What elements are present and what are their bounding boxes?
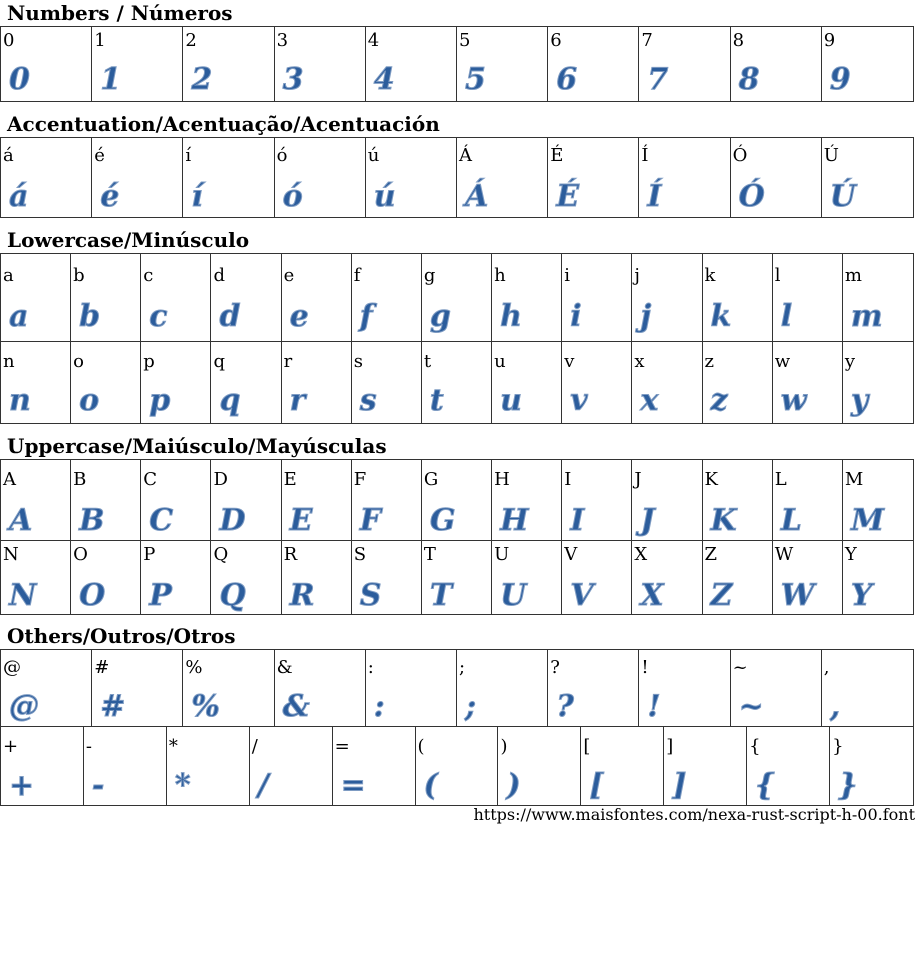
glyph-label: z	[704, 351, 715, 372]
glyph-cell	[275, 650, 366, 726]
glyph-cell	[422, 342, 492, 423]
glyph-label: 7	[641, 30, 653, 51]
glyph-sample: Á	[464, 179, 489, 214]
glyph-cell	[275, 138, 366, 217]
glyph-cell	[492, 460, 562, 540]
glyph-sample: j	[640, 299, 652, 334]
accents-grid	[0, 137, 914, 218]
glyph-sample: x	[640, 383, 659, 418]
glyph-label: u	[494, 351, 506, 372]
glyph-cell	[632, 342, 702, 423]
glyph-label: }	[832, 736, 844, 757]
glyph-label: S	[353, 544, 367, 565]
glyph-label: *	[168, 736, 178, 757]
glyph-sample: 2	[191, 62, 213, 97]
glyph-sample: n	[9, 383, 31, 418]
glyph-label: &	[276, 657, 293, 678]
others-section-title: Others/Outros/Otros	[7, 624, 236, 648]
glyph-sample: k	[710, 299, 732, 334]
glyph-cell	[366, 27, 457, 101]
glyph-cell	[352, 342, 422, 423]
glyph-label: Q	[213, 544, 229, 565]
glyph-cell	[141, 342, 211, 423]
glyph-label: D	[213, 469, 228, 490]
glyph-cell	[822, 27, 913, 101]
glyph-sample: Ú	[829, 179, 856, 214]
glyph-label: x	[634, 351, 645, 372]
glyph-cell	[211, 541, 281, 614]
glyph-sample: M	[850, 503, 885, 538]
glyph-label: B	[73, 469, 87, 490]
glyph-cell	[282, 254, 352, 341]
glyph-sample: L	[780, 503, 802, 538]
glyph-cell	[71, 254, 141, 341]
glyph-label: (	[417, 736, 425, 757]
lowercase-section-title: Lowercase/Minúsculo	[7, 228, 250, 252]
glyph-label: Y	[844, 544, 857, 565]
glyph-sample: !	[647, 689, 661, 724]
glyph-cell	[843, 460, 913, 540]
glyph-label: Z	[704, 544, 718, 565]
glyph-cell	[71, 460, 141, 540]
glyph-sample: (	[423, 768, 438, 803]
glyph-cell	[211, 254, 281, 341]
glyph-sample: }	[838, 768, 858, 803]
glyph-label: É	[550, 145, 564, 166]
uppercase-grid-row2	[0, 540, 914, 615]
glyph-cell	[703, 460, 773, 540]
glyph-cell	[639, 138, 730, 217]
glyph-cell	[1, 254, 71, 341]
glyph-sample: ,	[829, 689, 841, 724]
glyph-cell	[141, 541, 211, 614]
glyph-label: 0	[3, 30, 15, 51]
glyph-sample: s	[359, 383, 377, 418]
glyph-label: C	[143, 469, 158, 490]
glyph-sample: S	[359, 578, 382, 613]
glyph-sample: f	[359, 299, 373, 334]
glyph-label: g	[423, 265, 436, 286]
glyph-sample: Y	[850, 578, 873, 613]
glyph-label: :	[367, 657, 374, 678]
glyph-label: 3	[276, 30, 289, 51]
glyph-cell	[422, 541, 492, 614]
glyph-sample: 9	[829, 62, 851, 97]
glyph-cell	[562, 342, 632, 423]
glyph-cell	[562, 254, 632, 341]
glyph-cell	[92, 650, 183, 726]
glyph-cell	[773, 342, 843, 423]
glyph-cell	[639, 650, 730, 726]
glyph-label: Á	[458, 145, 472, 166]
glyph-cell	[773, 541, 843, 614]
glyph-label: é	[94, 145, 105, 166]
glyph-label: 4	[367, 30, 380, 51]
glyph-label: N	[3, 544, 19, 565]
glyph-label: q	[213, 351, 225, 372]
accents-section-title: Accentuation/Acentuação/Acentuación	[7, 112, 440, 136]
glyph-cell	[703, 541, 773, 614]
glyph-label: %	[185, 657, 203, 678]
glyph-label: ?	[550, 657, 560, 678]
glyph-sample: ]	[672, 768, 687, 803]
glyph-sample: X	[640, 578, 664, 613]
glyph-label: I	[564, 469, 572, 490]
glyph-sample: z	[710, 383, 728, 418]
glyph-sample: m	[850, 299, 883, 334]
glyph-sample: 5	[464, 62, 486, 97]
glyph-sample: l	[780, 299, 793, 334]
glyph-label: ~	[732, 657, 748, 678]
glyph-cell	[282, 342, 352, 423]
glyph-label: 2	[185, 30, 197, 51]
glyph-sample: 4	[373, 62, 395, 97]
uppercase-grid-row1	[0, 459, 914, 541]
glyph-label: /	[251, 736, 258, 757]
glyph-cell	[416, 727, 499, 805]
glyph-sample: D	[219, 503, 246, 538]
glyph-sample: -	[91, 768, 105, 803]
glyph-label: +	[3, 736, 19, 757]
glyph-label: 1	[94, 30, 106, 51]
glyph-cell	[282, 460, 352, 540]
glyph-label: T	[423, 544, 436, 565]
glyph-label: y	[844, 351, 856, 372]
glyph-cell	[92, 27, 183, 101]
glyph-sample: É	[556, 179, 580, 214]
glyph-cell	[1, 727, 84, 805]
glyph-cell	[422, 460, 492, 540]
glyph-sample: {	[755, 768, 775, 803]
glyph-cell	[822, 650, 913, 726]
glyph-cell	[92, 138, 183, 217]
others-grid-row1	[0, 649, 914, 727]
glyph-cell	[352, 254, 422, 341]
glyph-sample: p	[149, 383, 171, 418]
glyph-label: Ó	[732, 145, 748, 166]
glyph-label: p	[143, 351, 155, 372]
glyph-sample: E	[289, 503, 313, 538]
glyph-sample: ~	[738, 689, 764, 724]
glyph-cell	[1, 650, 92, 726]
glyph-cell	[703, 342, 773, 423]
glyph-cell	[183, 27, 274, 101]
glyph-sample: c	[149, 299, 168, 334]
glyph-label: K	[704, 469, 718, 490]
glyph-cell	[492, 254, 562, 341]
glyph-sample: K	[710, 503, 737, 538]
glyph-sample: :	[373, 689, 385, 724]
glyph-sample: á	[9, 179, 29, 214]
glyph-cell	[703, 254, 773, 341]
glyph-cell	[1, 27, 92, 101]
glyph-label: 9	[823, 30, 836, 51]
glyph-sample: t	[429, 383, 444, 418]
glyph-cell	[457, 138, 548, 217]
glyph-cell	[211, 460, 281, 540]
glyph-cell	[1, 138, 92, 217]
glyph-cell	[1, 342, 71, 423]
glyph-cell	[352, 460, 422, 540]
glyph-label: 5	[458, 30, 471, 51]
glyph-label: a	[3, 265, 14, 286]
glyph-sample: b	[79, 299, 101, 334]
glyph-label: ú	[367, 145, 380, 166]
glyph-label: G	[423, 469, 439, 490]
glyph-cell	[71, 541, 141, 614]
glyph-sample: +	[9, 768, 35, 803]
glyph-cell	[773, 254, 843, 341]
glyph-cell	[562, 541, 632, 614]
glyph-label: í	[185, 145, 192, 166]
glyph-label: M	[844, 469, 864, 490]
glyph-label: E	[283, 469, 297, 490]
glyph-label: l	[774, 265, 781, 286]
glyph-sample: ú	[373, 179, 396, 214]
glyph-label: )	[500, 736, 508, 757]
glyph-cell	[498, 727, 581, 805]
glyph-cell	[366, 138, 457, 217]
glyph-label: P	[143, 544, 156, 565]
glyph-sample: C	[149, 503, 174, 538]
glyph-sample: U	[500, 578, 527, 613]
glyph-cell	[492, 342, 562, 423]
glyph-sample: 8	[738, 62, 760, 97]
glyph-cell	[843, 541, 913, 614]
glyph-sample: ;	[464, 689, 477, 724]
glyph-cell	[639, 27, 730, 101]
glyph-sample: 6	[556, 62, 578, 97]
glyph-sample: Q	[219, 578, 246, 613]
glyph-cell	[632, 254, 702, 341]
glyph-label: #	[94, 657, 110, 678]
glyph-label: L	[774, 469, 787, 490]
glyph-cell	[1, 460, 71, 540]
glyph-cell	[747, 727, 830, 805]
glyph-sample: R	[289, 578, 315, 613]
glyph-cell	[211, 342, 281, 423]
glyph-label: d	[213, 265, 225, 286]
glyph-sample: d	[219, 299, 241, 334]
glyph-label: w	[774, 351, 791, 372]
glyph-label: 8	[732, 30, 745, 51]
glyph-sample: 1	[100, 62, 122, 97]
glyph-sample: N	[9, 578, 37, 613]
uppercase-section-title: Uppercase/Maiúsculo/Mayúsculas	[7, 434, 387, 458]
glyph-label: h	[494, 265, 506, 286]
glyph-cell	[843, 254, 913, 341]
glyph-cell	[632, 541, 702, 614]
glyph-sample: H	[500, 503, 529, 538]
glyph-label: U	[494, 544, 510, 565]
glyph-sample: Í	[647, 179, 662, 214]
glyph-label: W	[774, 544, 794, 565]
glyph-sample: J	[640, 503, 655, 538]
glyph-label: j	[634, 265, 640, 286]
glyph-cell	[352, 541, 422, 614]
glyph-label: O	[73, 544, 88, 565]
glyph-label: v	[564, 351, 575, 372]
glyph-label: Ú	[823, 145, 839, 166]
glyph-sample: A	[9, 503, 33, 538]
glyph-sample: =	[340, 768, 366, 803]
glyph-sample: )	[506, 768, 521, 803]
glyph-cell	[731, 138, 822, 217]
glyph-label: o	[73, 351, 84, 372]
glyph-sample: h	[500, 299, 522, 334]
glyph-sample: i	[570, 299, 582, 334]
glyph-cell	[457, 650, 548, 726]
glyph-label: R	[283, 544, 298, 565]
glyph-cell	[548, 138, 639, 217]
glyph-sample: /	[257, 768, 269, 803]
glyph-cell	[822, 138, 913, 217]
glyph-sample: v	[570, 383, 588, 418]
glyph-sample: a	[9, 299, 29, 334]
glyph-cell	[275, 27, 366, 101]
glyph-label: ;	[458, 657, 466, 678]
glyph-sample: B	[79, 503, 105, 538]
glyph-sample: o	[79, 383, 100, 418]
glyph-label: 6	[550, 30, 562, 51]
glyph-label: ,	[823, 657, 830, 678]
glyph-label: ó	[276, 145, 288, 166]
glyph-cell	[141, 254, 211, 341]
glyph-sample: &	[282, 689, 310, 724]
glyph-sample: 7	[647, 62, 669, 97]
glyph-sample: [	[589, 768, 604, 803]
glyph-cell	[84, 727, 167, 805]
glyph-sample: 0	[9, 62, 30, 97]
glyph-sample: Ó	[738, 179, 765, 214]
others-grid-row2	[0, 726, 914, 806]
glyph-sample: #	[100, 689, 126, 724]
glyph-sample: F	[359, 503, 382, 538]
glyph-label: s	[353, 351, 364, 372]
glyph-sample: G	[429, 503, 456, 538]
glyph-sample: w	[780, 383, 807, 418]
glyph-cell	[773, 460, 843, 540]
glyph-label: á	[3, 145, 14, 166]
numbers-section-title: Numbers / Números	[7, 1, 233, 25]
glyph-sample: q	[219, 383, 241, 418]
lowercase-grid-row2	[0, 341, 914, 424]
glyph-cell	[183, 138, 274, 217]
glyph-label: m	[844, 265, 862, 286]
glyph-cell	[1, 541, 71, 614]
glyph-sample: Z	[710, 578, 733, 613]
glyph-sample: W	[780, 578, 815, 613]
glyph-sample: ?	[556, 689, 574, 724]
glyph-label: e	[283, 265, 295, 286]
glyph-label: c	[143, 265, 154, 286]
source-url: https://www.maisfontes.com/nexa-rust-script-h-00.font	[473, 805, 915, 824]
glyph-label: i	[564, 265, 570, 286]
glyph-sample: ó	[282, 179, 303, 214]
glyph-cell	[457, 27, 548, 101]
glyph-label: J	[634, 469, 642, 490]
glyph-cell	[183, 650, 274, 726]
glyph-label: b	[73, 265, 85, 286]
glyph-label: =	[334, 736, 350, 757]
glyph-label: F	[353, 469, 367, 490]
glyph-label: [	[583, 736, 591, 757]
glyph-label: {	[749, 736, 761, 757]
glyph-sample: u	[500, 383, 522, 418]
numbers-grid	[0, 26, 914, 102]
glyph-sample: T	[429, 578, 453, 613]
glyph-sample: V	[570, 578, 594, 613]
glyph-sample: r	[289, 383, 306, 418]
glyph-sample: y	[850, 383, 869, 418]
glyph-label: ]	[666, 736, 674, 757]
glyph-cell	[167, 727, 250, 805]
glyph-cell	[282, 541, 352, 614]
glyph-label: !	[641, 657, 649, 678]
glyph-cell	[581, 727, 664, 805]
glyph-label: r	[283, 351, 293, 372]
glyph-cell	[548, 650, 639, 726]
glyph-sample: 3	[282, 62, 304, 97]
glyph-cell	[366, 650, 457, 726]
glyph-cell	[830, 727, 913, 805]
glyph-sample: I	[570, 503, 585, 538]
glyph-cell	[664, 727, 747, 805]
glyph-label: -	[85, 736, 92, 757]
glyph-label: @	[3, 657, 21, 678]
glyph-cell	[562, 460, 632, 540]
glyph-sample: O	[79, 578, 106, 613]
glyph-cell	[632, 460, 702, 540]
glyph-cell	[548, 27, 639, 101]
glyph-cell	[731, 27, 822, 101]
glyph-cell	[843, 342, 913, 423]
lowercase-grid-row1	[0, 253, 914, 342]
glyph-sample: e	[289, 299, 309, 334]
glyph-cell	[333, 727, 416, 805]
glyph-sample: é	[100, 179, 120, 214]
glyph-label: H	[494, 469, 510, 490]
glyph-label: k	[704, 265, 716, 286]
glyph-cell	[731, 650, 822, 726]
glyph-label: f	[353, 265, 361, 286]
glyph-cell	[71, 342, 141, 423]
glyph-cell	[492, 541, 562, 614]
glyph-sample: *	[174, 768, 191, 803]
glyph-label: n	[3, 351, 15, 372]
glyph-cell	[422, 254, 492, 341]
glyph-label: X	[634, 544, 648, 565]
glyph-sample: í	[191, 179, 203, 214]
glyph-label: A	[3, 469, 16, 490]
glyph-cell	[141, 460, 211, 540]
glyph-sample: %	[191, 689, 220, 724]
glyph-label: Í	[641, 145, 649, 166]
glyph-label: V	[564, 544, 578, 565]
glyph-label: t	[423, 351, 432, 372]
glyph-sample: g	[429, 299, 451, 334]
glyph-cell	[250, 727, 333, 805]
glyph-sample: @	[9, 689, 39, 724]
glyph-sample: P	[149, 578, 172, 613]
